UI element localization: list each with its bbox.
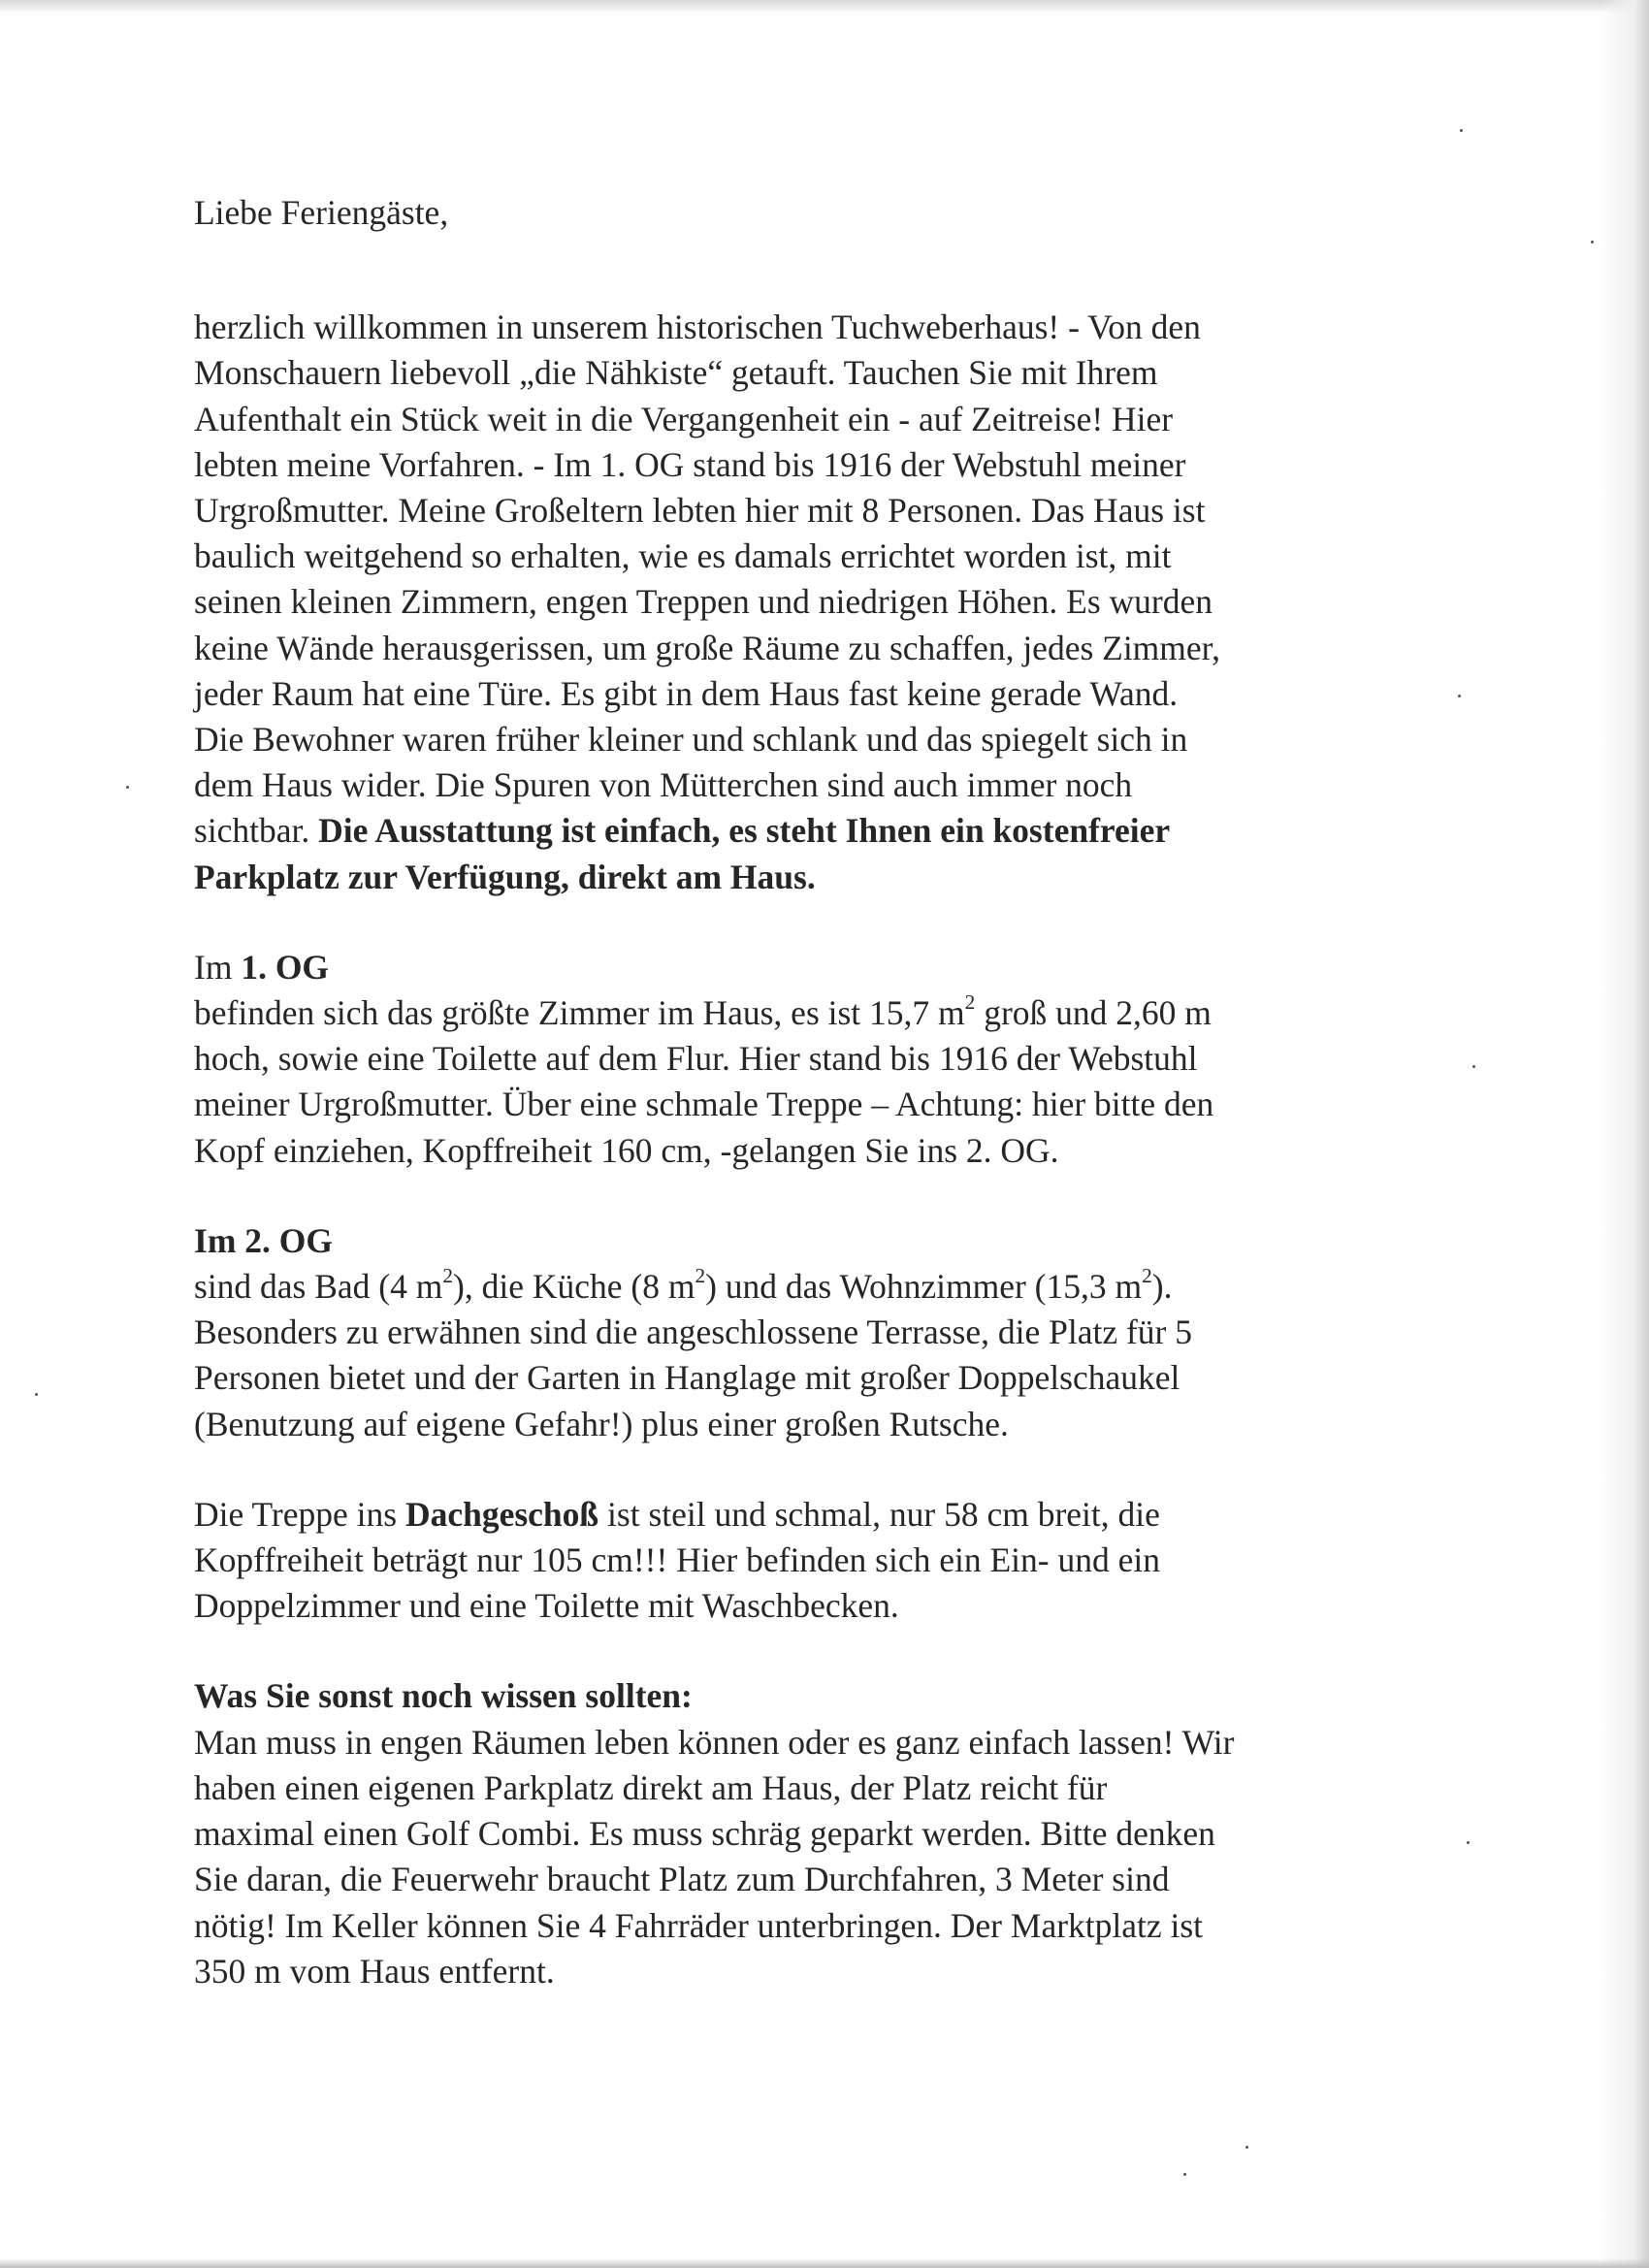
text-line: Die Bewohner waren früher kleiner und schlank und das spiegelt sich in: [194, 720, 1188, 760]
scan-speck: [1467, 1841, 1470, 1844]
bold-text-run: Was Sie sonst noch wissen sollten:: [194, 1676, 693, 1716]
text-line: [194, 1492, 1455, 1538]
text-line: [194, 855, 1455, 900]
superscript: 2: [964, 990, 976, 1015]
text-line: Personen bietet und der Garten in Hanglage mit großer Doppelschaukel: [194, 1358, 1180, 1398]
bold-text-run: 1. OG: [241, 947, 330, 987]
text-line: seinen kleinen Zimmern, engen Treppen und niedrigen Höhen. Es wurden: [194, 582, 1212, 622]
scan-speck: [1458, 695, 1461, 697]
scan-edge-bottom: [0, 2258, 1649, 2268]
bold-text-run: Im 2. OG: [194, 1220, 333, 1260]
text-line: haben einen eigenen Parkplatz direkt am Haus, der Platz reicht für: [194, 1767, 1108, 1807]
text-run: sichtbar.: [194, 811, 319, 851]
text-line: [194, 808, 1455, 854]
scan-speck: [1183, 2173, 1186, 2176]
superscript: 2: [695, 1264, 706, 1288]
greeting: Liebe Feriengäste,: [194, 193, 449, 232]
scan-edge-top: [0, 0, 1649, 14]
text-line: herzlich willkommen in unserem historischen Tuchweberhaus! - Von den: [194, 308, 1201, 347]
og2-section: [194, 1218, 1455, 1447]
text-line: maximal einen Golf Combi. Es muss schräg geparkt werden. Bitte denken: [194, 1814, 1215, 1854]
text-line: Kopf einziehen, Kopffreiheit 160 cm, -gelangen Sie ins 2. OG.: [194, 1130, 1059, 1170]
scan-speck: [1460, 129, 1463, 132]
text-run: groß und 2,60 m: [975, 993, 1212, 1033]
text-line: Besonders zu erwähnen sind die angeschlossene Terrasse, die Platz für 5: [194, 1312, 1192, 1352]
text-run: ist steil und schmal, nur 58 cm breit, die: [598, 1494, 1160, 1534]
text-line: baulich weitgehend so erhalten, wie es damals errichtet worden ist, mit: [194, 536, 1172, 576]
text-line: Kopffreiheit beträgt nur 105 cm!!! Hier befinden sich ein Ein- und ein: [194, 1540, 1160, 1580]
text-line: keine Wände herausgerissen, um große Räume zu schaffen, jedes Zimmer,: [194, 628, 1220, 667]
attic-section: [194, 1492, 1455, 1630]
text-line: [194, 1264, 1455, 1310]
scan-edge-right: [1600, 0, 1649, 2268]
text-line: Monschauern liebevoll „die Nähkiste“ getauft. Tauchen Sie mit Ihrem: [194, 353, 1158, 393]
text-line: Sie daran, die Feuerwehr braucht Platz zum Durchfahren, 3 Meter sind: [194, 1860, 1170, 1899]
text-line: hoch, sowie eine Toilette auf dem Flur. Hier stand bis 1916 der Webstuhl: [194, 1039, 1198, 1079]
text-run: ) und das Wohnzimmer (15,3 m: [705, 1267, 1143, 1307]
og1-heading: [194, 945, 1455, 990]
text-line: [194, 990, 1455, 1036]
letter-page: [194, 190, 1455, 2039]
text-line: 350 m vom Haus entfernt.: [194, 1951, 555, 1991]
bold-text-run: Parkplatz zur Verfügung, direkt am Haus.: [194, 857, 816, 896]
text-run: befinden sich das größte Zimmer im Haus, es ist 15,7 m: [194, 993, 965, 1033]
text-line: nötig! Im Keller können Sie 4 Fahrräder unterbringen. Der Marktplatz ist: [194, 1905, 1204, 1945]
text-line: meiner Urgroßmutter. Über eine schmale Treppe – Achtung: hier bitte den: [194, 1085, 1214, 1124]
scan-speck: [1591, 241, 1594, 243]
bold-text-run: Die Ausstattung ist einfach, es steht Ihnen ein kostenfreier: [318, 811, 1171, 851]
text-line: Aufenthalt ein Stück weit in die Vergangenheit ein - auf Zeitreise! Hier: [194, 399, 1174, 438]
scan-speck: [1472, 1065, 1475, 1068]
text-run: sind das Bad (4 m: [194, 1267, 443, 1307]
bold-text-run: Dachgeschoß: [404, 1494, 599, 1534]
text-line: jeder Raum hat eine Türe. Es gibt in dem Haus fast keine gerade Wand.: [194, 673, 1179, 713]
text-run: ).: [1151, 1267, 1173, 1307]
scan-speck: [126, 786, 129, 789]
superscript: 2: [442, 1264, 454, 1288]
text-run: ), die Küche (8 m: [453, 1267, 695, 1307]
text-line: Man muss in engen Räumen leben können oder es ganz einfach lassen! Wir: [194, 1722, 1235, 1762]
text-line: Doppelzimmer und eine Toilette mit Waschbecken.: [194, 1586, 899, 1626]
text-line: (Benutzung auf eigene Gefahr!) plus einer großen Rutsche.: [194, 1404, 1009, 1443]
text-line: lebten meine Vorfahren. - Im 1. OG stand bis 1916 der Webstuhl meiner: [194, 444, 1186, 484]
info-heading: [194, 1673, 1455, 1719]
text-run: Im: [194, 947, 242, 987]
text-line: dem Haus wider. Die Spuren von Mütterchen sind auch immer noch: [194, 765, 1133, 805]
og2-heading: [194, 1218, 1455, 1264]
intro-paragraph: [194, 305, 1455, 900]
scan-speck: [35, 1393, 38, 1396]
og1-section: [194, 945, 1455, 1174]
superscript: 2: [1142, 1264, 1152, 1288]
scan-speck: [1245, 2146, 1248, 2149]
text-line: Urgroßmutter. Meine Großeltern lebten hier mit 8 Personen. Das Haus ist: [194, 491, 1206, 531]
info-section: [194, 1673, 1455, 1993]
text-run: Die Treppe ins: [194, 1494, 405, 1534]
